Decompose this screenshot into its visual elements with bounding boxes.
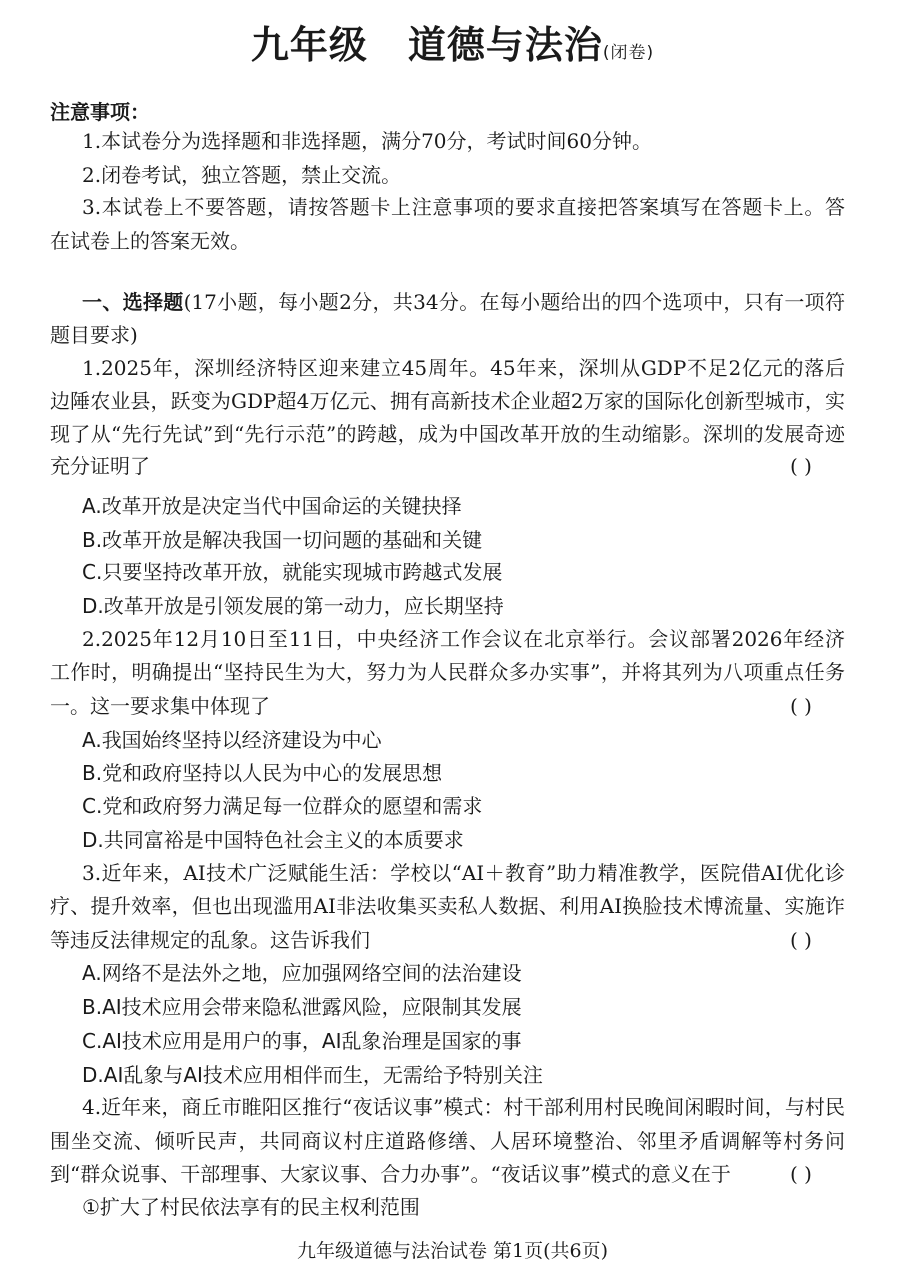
answer-option: D.共同富裕是中国特色社会主义的本质要求 [82,828,464,852]
section-title: 一、选择题 [82,290,184,314]
answer-blank: ( ) [790,928,812,952]
answer-option: A.改革开放是决定当代中国命运的关键抉择 [82,494,462,518]
notice-heading: 注意事项： [50,100,150,124]
notice-line: 3.本试卷上不要答题，请按答题卡上注意事项的要求直接把答案填写在答题卡上。答 [82,195,845,219]
exam-title [0,14,905,69]
answer-option: A.我国始终坚持以经济建设为中心 [82,728,382,752]
answer-option: B.党和政府坚持以人民为中心的发展思想 [82,761,443,785]
answer-blank: ( ) [790,1162,812,1186]
question-stem-line: 一。这一要求集中体现了 [50,694,270,718]
question-stem-line: 3.近年来，AI技术广泛赋能生活：学校以“AI＋教育”助力精准教学，医院借AI优化诊 [82,861,845,885]
answer-option: C.党和政府努力满足每一位群众的愿望和需求 [82,794,483,818]
question-stem-line: 4.近年来，商丘市睢阳区推行“夜话议事”模式：村干部利用村民晚间闲暇时间，与村民 [82,1095,845,1119]
answer-option: C.AI技术应用是用户的事，AI乱象治理是国家的事 [82,1029,522,1053]
question-stem-line: 到“群众说事、干部理事、大家议事、合力办事”。“夜话议事”模式的意义在于 [50,1162,731,1186]
answer-option: D.改革开放是引领发展的第一动力，应长期坚持 [82,594,504,618]
title-closed-book: (闭卷) [602,43,655,63]
question-stem-line: 疗、提升效率，但也出现滥用AI非法收集买卖私人数据、利用AI换脸技术博流量、实施诈 [50,894,845,918]
section-desc-cont: 题目要求) [50,323,138,347]
question-stem-line: 边陲农业县，跃变为GDP超4万亿元、拥有高新技术企业超2万家的国际化创新型城市，实 [50,389,845,413]
answer-blank: ( ) [790,694,812,718]
question-stem-line: 1.2025年，深圳经济特区迎来建立45周年。45年来，深圳从GDP不足2亿元的落后 [82,356,845,380]
title-grade: 九年级 [250,23,368,67]
answer-option: A.网络不是法外之地，应加强网络空间的法治建设 [82,961,522,985]
page-footer: 九年级道德与法治试卷 第1页(共6页) [296,1240,609,1262]
section-heading [82,289,845,315]
answer-option: ①扩大了村民依法享有的民主权利范围 [82,1195,420,1219]
answer-option: D.AI乱象与AI技术应用相伴而生，无需给予特别关注 [82,1063,543,1087]
question-stem-line: 现了从“先行先试”到“先行示范”的跨越，成为中国改革开放的生动缩影。深圳的发展奇迹 [50,422,845,446]
question-stem-line: 等违反法律规定的乱象。这告诉我们 [50,928,370,952]
notice-line: 1.本试卷分为选择题和非选择题，满分70分，考试时间60分钟。 [82,129,652,153]
answer-option: C.只要坚持改革开放，就能实现城市跨越式发展 [82,560,503,584]
question-stem-line: 工作时，明确提出“坚持民生为大，努力为人民群众多办实事”，并将其列为八项重点任务 [50,660,845,684]
section-desc: (17小题，每小题2分，共34分。在每小题给出的四个选项中，只有一项符 [183,290,845,314]
title-subject: 道德与法治 [407,23,603,67]
question-stem-line: 充分证明了 [50,454,150,478]
question-stem-line: 围坐交流、倾听民声，共同商议村庄道路修缮、人居环境整治、邻里矛盾调解等村务问 [50,1129,845,1153]
answer-option: B.AI技术应用会带来隐私泄露风险，应限制其发展 [82,995,522,1019]
answer-option: B.改革开放是解决我国一切问题的基础和关键 [82,528,483,552]
notice-line: 在试卷上的答案无效。 [50,229,250,253]
notice-line: 2.闭卷考试，独立答题，禁止交流。 [82,163,402,187]
answer-blank: ( ) [790,454,812,478]
question-stem-line: 2.2025年12月10日至11日，中央经济工作会议在北京举行。会议部署2026年经济 [82,627,845,651]
